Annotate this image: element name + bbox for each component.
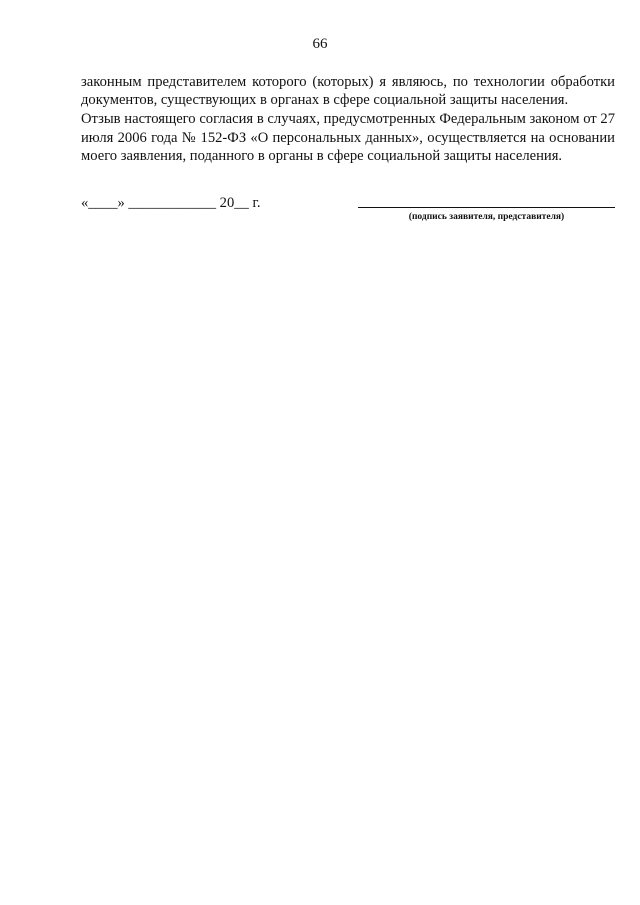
paragraph-consent-withdrawal: Отзыв настоящего согласия в случаях, предусмотренных Федеральным законом от 27 июля 2006 года № 152-ФЗ «О персональных данных», осуществляется на основании моего заявления, поданного в органы в сфере социальной защиты населения. (81, 111, 615, 164)
signature-line (358, 207, 615, 208)
date-field: «____» ____________ 20__ г. (81, 195, 261, 211)
page-number: 66 (312, 36, 328, 52)
paragraph-processing-technology: законным представителем которого (которых) я являюсь, по технологии обработки документов, существующих в органах в сфере социальной защиты населения. (81, 74, 615, 109)
document-body (81, 73, 615, 165)
signature-caption: (подпись заявителя, представителя) (408, 212, 565, 222)
